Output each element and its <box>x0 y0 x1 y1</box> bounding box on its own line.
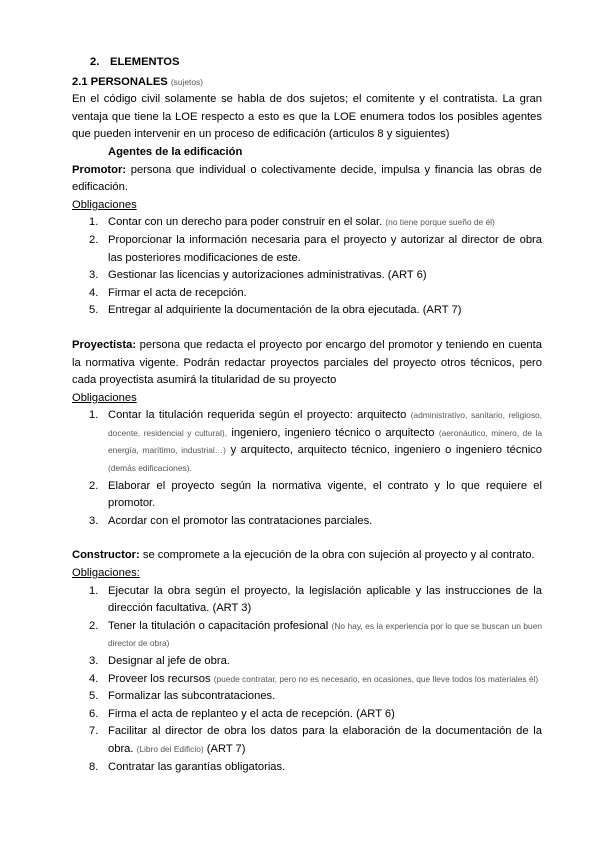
item-text: Elaborar el proyecto según la normativa vigente, el contrato y lo que requiere el promotor. <box>108 479 542 510</box>
subsection-title: 2.1 PERSONALES <box>72 75 168 88</box>
spacer <box>72 530 542 547</box>
item-text: Proveer los recursos <box>108 672 211 685</box>
item-text: Gestionar las licencias y autorizaciones administrativas. (ART 6) <box>108 269 427 282</box>
list-item <box>72 407 542 477</box>
list-item <box>72 285 542 303</box>
item-text: Firmar el acta de recepción. <box>108 286 247 299</box>
spacer <box>72 320 542 337</box>
item-number: 8. <box>89 760 99 773</box>
item-text: Contar con un derecho para poder construir en el solar. <box>108 216 383 229</box>
item-number: 3. <box>89 514 99 527</box>
item-note: (aeronáutico, minero, de la energía, marítimo, industrial…) <box>108 427 543 456</box>
item-number: 4. <box>89 286 99 299</box>
item-text: Contratar las garantías obligatorias. <box>108 760 286 773</box>
promotor-definition <box>72 162 542 197</box>
item-number: 7. <box>89 725 99 738</box>
item-number: 3. <box>89 655 99 667</box>
constructor-obligaciones-label: Obligaciones: <box>72 567 140 580</box>
item-number: 2. <box>89 619 99 632</box>
promotor-label: Promotor: <box>72 163 127 176</box>
item-number: 2. <box>89 479 99 492</box>
proyectista-label: Proyectista: <box>72 338 137 351</box>
item-text: Formalizar las subcontrataciones. <box>108 690 276 703</box>
item-number: 1. <box>89 584 99 597</box>
list-item <box>72 478 542 513</box>
item-text: Ejecutar la obra según el proyecto, la legislación aplicable y las instrucciones de la dirección facultativa. (ART 3) <box>108 584 542 615</box>
constructor-label: Constructor: <box>72 549 140 562</box>
item-note: (puede contratar, pero no es necesario, en ocasiones, que lleve todos los materiales él) <box>213 673 539 684</box>
item-note: (Libro del Edificio) <box>136 743 204 754</box>
section-title: ELEMENTOS <box>110 56 180 68</box>
item-text: Entregar al adquiriente la documentación de la obra ejecutada. (ART 7) <box>108 304 462 317</box>
item-number: 6. <box>89 707 99 720</box>
section-number: 2. <box>90 56 100 68</box>
constructor-obligaciones-list <box>72 583 542 777</box>
item-text: Designar al jefe de obra. <box>108 655 230 667</box>
item-text: Facilitar al director de obra los datos para la elaboración de la documentación de la obra. <box>108 725 542 755</box>
list-item <box>72 706 542 724</box>
item-text: Acordar con el promotor las contrataciones parciales. <box>108 514 373 527</box>
item-text: (ART 7) <box>206 742 246 755</box>
item-text: Firma el acta de replanteo y el acta de recepción. (ART 6) <box>108 707 395 720</box>
item-note: (demás edificaciones). <box>108 463 192 474</box>
document-page <box>72 54 542 776</box>
intro-paragraph: En el código civil solamente se habla de dos sujetos; el comitente y el contratista. La gran ventaja que tiene la LOE respecto a esto es que la LOE enumera todos los posibles agentes que pueden intervenir en un proceso de edificación (articulos 8 y siguientes) <box>72 93 542 141</box>
item-number: 3. <box>89 269 99 282</box>
item-text: Contar la titulación requerida según el proyecto: arquitecto <box>108 409 407 422</box>
item-number: 2. <box>89 233 99 246</box>
proyectista-obligaciones-label: Obligaciones <box>72 391 137 404</box>
section-heading <box>90 54 542 72</box>
promotor-obligaciones-label: Obligaciones <box>72 198 137 211</box>
constructor-desc: se compromete a la ejecución de la obra con sujeción al proyecto y al contrato. <box>142 549 535 562</box>
list-item <box>72 513 542 531</box>
item-text: Proporcionar la información necesaria para el proyecto y autorizar al director de obra las posteriores modificaciones de este. <box>108 233 542 264</box>
list-item <box>72 583 542 618</box>
item-number: 5. <box>89 690 99 703</box>
item-note: (administrativo, sanitario, religioso, docente, residencial y cultural), <box>108 410 543 438</box>
list-item <box>72 653 542 671</box>
list-item <box>72 618 542 653</box>
item-number: 1. <box>89 409 99 422</box>
list-item <box>72 232 542 267</box>
item-note: (No hay, es la experiencia por lo que se buscan un buen director de obra) <box>108 620 543 649</box>
item-text: Tener la titulación o capacitación profesional <box>108 619 329 632</box>
item-text: y arquitecto, arquitecto técnico, ingeniero o ingeniero técnico <box>230 444 542 457</box>
promotor-obligaciones-list <box>72 214 542 320</box>
item-number: 4. <box>89 672 99 685</box>
item-text: ingeniero, ingeniero técnico o arquitecto <box>231 426 435 439</box>
constructor-definition <box>72 547 542 565</box>
list-item <box>72 214 542 232</box>
promotor-desc: persona que individual o colectivamente decide, impulsa y financia las obras de edificación. <box>72 163 542 194</box>
list-item <box>72 671 542 689</box>
list-item <box>72 723 542 758</box>
list-item <box>72 302 542 320</box>
list-item <box>72 688 542 706</box>
agentes-heading: Agentes de la edificación <box>108 145 243 158</box>
proyectista-obligaciones-list <box>72 407 542 530</box>
item-number: 5. <box>89 304 99 317</box>
subsection-note: (sujetos) <box>170 76 203 87</box>
list-item <box>72 759 542 777</box>
list-item <box>72 267 542 285</box>
subsection-heading <box>72 74 542 92</box>
item-number: 1. <box>89 216 99 229</box>
item-note: (no tiene porque sueño de él) <box>385 217 495 228</box>
proyectista-desc: persona que redacta el proyecto por encargo del promotor y teniendo en cuenta la normativa vigente. Podrán redactar proyectos parciales del proyecto otros técnicos, pero cada proyectista asumirá la titularidad de su proyecto <box>72 338 542 387</box>
proyectista-definition <box>72 337 542 390</box>
